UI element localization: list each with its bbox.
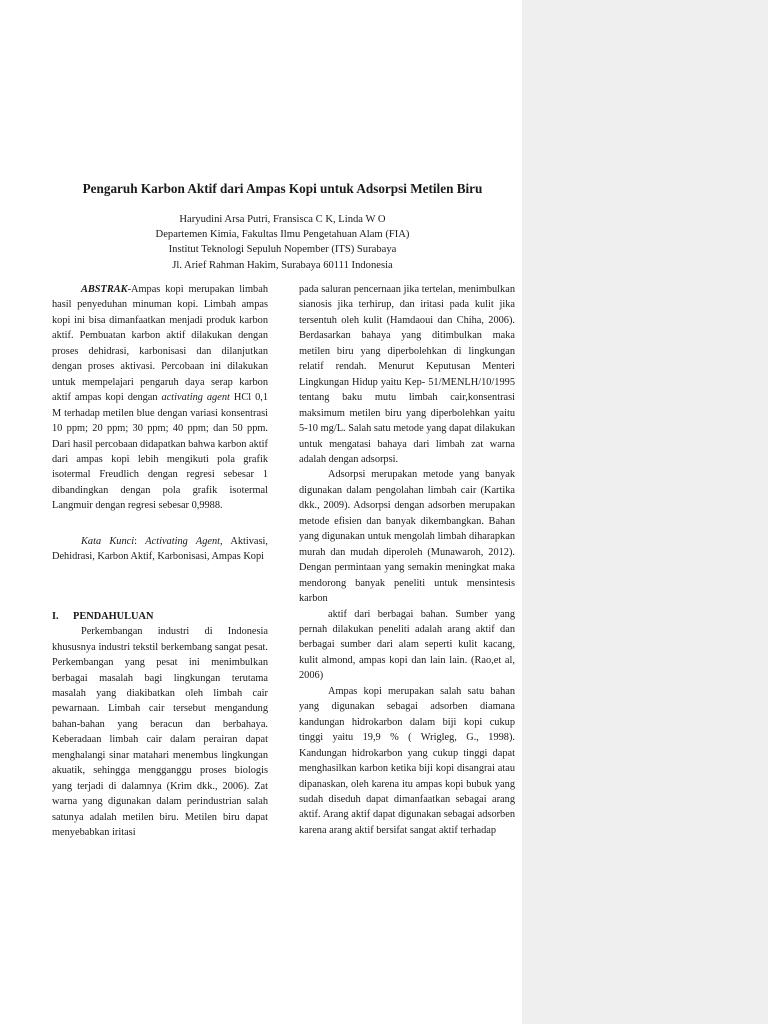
keywords-list: Aktivasi, Dehidrasi, Karbon Aktif, Karbonisasi, Ampas Kopi bbox=[52, 535, 269, 563]
body-paragraph: Ampas kopi merupakan salah satu bahan yang digunakan sebagai adsorben diamana kandungan hidrokarbon dalam biji kopi cukup tinggi yaitu 19,9 % ( Wrigleg, G., 1998). Kandungan hidrokarbon yang cukup tinggi dapat menghasilkan karbon ketika biji kopi disangrai atau dipanaskan, oleh karena itu ampas kopi bubuk yang sudah diseduh dapat dimanfaatkan sebagai arang aktif. Arang aktif dapat digunakan sebagai adsorben karena arang aktif bersifat sangat aktif terhadap bbox=[299, 685, 515, 836]
affiliation-line: Institut Teknologi Sepuluh Nopember (ITS) Surabaya bbox=[168, 244, 397, 256]
paper-title: Pengaruh Karbon Aktif dari Ampas Kopi untuk Adsorpsi Metilen Biru bbox=[82, 181, 483, 196]
affiliation-line: Departemen Kimia, Fakultas Ilmu Pengetahuan Alam (FIA) bbox=[155, 229, 410, 241]
keywords-paragraph bbox=[52, 534, 268, 565]
author-block bbox=[40, 212, 525, 273]
keyword-activating-agent: Activating Agent, bbox=[145, 535, 223, 547]
section-title: PENDAHULUAN bbox=[73, 610, 154, 622]
right-column bbox=[299, 282, 515, 838]
abstract-text: -Ampas kopi merupakan limbah hasil penyeduhan minuman kopi. Limbah ampas kopi ini bisa dimanfaatkan menjadi produk karbon aktif. Pembuatan karbon aktif dilakukan dengan proses dehidrasi, karbonisasi dan dilanjutkan dengan proses aktivasi. Percobaan ini dilakukan untuk mempelajari pengaruh daya serap karbon aktif ampas kopi dengan bbox=[52, 284, 268, 404]
section-number: I. bbox=[52, 610, 59, 622]
abstract-label: ABSTRAK bbox=[81, 284, 128, 295]
body-paragraph: pada saluran pencernaan jika tertelan, menimbulkan sianosis jika terhirup, dan iritasi pada kulit jika tersentuh oleh kulit (Hamdaoui dan Chiha, 2006). Berdasarkan bahaya yang ditimbulkan maka metilen biru yang diperbolehkan di lingkungan relatif rendah. Menurut Keputusan Menteri Lingkungan Hidup yaitu Kep- 51/MENLH/10/1995 tentang baku mutu limbah cair,konsentrasi maksimum metilen biru yang diperbolehkan yaitu 5-10 mg/L. Salah satu metode yang dapat dilakukan untuk mengatasi bahaya dari limbah zat warna adalah dengan adsorpsi. bbox=[299, 284, 515, 465]
body-paragraph: Perkembangan industri di Indonesia khususnya industri tekstil berkembang sangat pesat. Perkembangan yang pesat ini menimbulkan berbagai masalah bagi lingkungan terutama masalah yang diakibatkan oleh limbah cair pewarnaan. Limbah cair tersebut mengandung bahan-bahan yang beracun dan berbahaya. Keberadaan limbah cair dalam perairan dapat menghalangi sinar matahari menembus lingkungan akuatik, sehingga mengganggu proses biologis yang terjadi di dalamnya (Krim dkk., 2006). Zat warna yang digunakan dalam perindustrian salah satunya adalah metilen biru. Metilen biru dapat menyebabkan iritasi bbox=[52, 626, 268, 839]
keywords-label: Kata Kunci bbox=[81, 535, 135, 547]
comment-sidebar bbox=[522, 0, 768, 1024]
affiliation-line: Jl. Arief Rahman Hakim, Surabaya 60111 Indonesia bbox=[172, 259, 393, 271]
spacer bbox=[52, 565, 268, 587]
abstract-activating-agent: activating agent bbox=[161, 392, 230, 404]
body-paragraph: aktif dari berbagai bahan. Sumber yang pernah dilakukan peneliti adalah arang aktif dan berbagai sumber dari alam seperti kulit kacang, kulit almond, ampas kopi dan lain lain. (Rao,et al, 2006) bbox=[299, 608, 515, 682]
author-names: Haryudini Arsa Putri, Fransisca C K, Linda W O bbox=[179, 214, 386, 225]
section-heading bbox=[52, 609, 268, 624]
body-paragraph: Adsorpsi merupakan metode yang banyak digunakan dalam pengolahan limbah cair (Kartika dkk., 2009). Adsorpsi dengan adsorben merupakan metode efisien dan banyak dikembangkan. Bahan yang digunakan untuk mengolah limbah diharapkan murah dan mudah diperoleh (Munawaroh, 2012). Dengan permintaan yang semakin meningkat maka mendorong banyak peneliti untuk mensintesis karbon bbox=[299, 469, 515, 605]
abstract-paragraph bbox=[52, 282, 268, 514]
spacer bbox=[52, 587, 268, 609]
keywords-separator: : bbox=[134, 535, 146, 547]
spacer bbox=[52, 514, 268, 534]
abstract-text-continued: HCl 0,1 M terhadap metilen blue dengan variasi konsentrasi 10 ppm; 20 ppm; 30 ppm; 40 ppm; dan 50 ppm. Dari hasil percobaan didapatkan bahwa karbon aktif dari ampas kopi lebih mengikuti pola grafik isotermal Freudlich dengan regresi sebesar 1 dibandingkan dengan pola grafik isotermal Langmuir dengan regresi sebesar 0,9988. bbox=[52, 392, 268, 512]
left-column bbox=[52, 282, 268, 841]
